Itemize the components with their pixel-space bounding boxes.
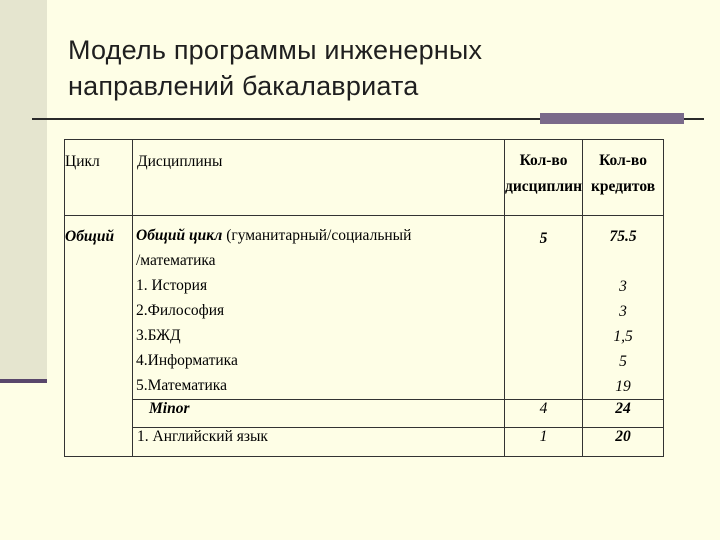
list-item: 2.Философия [136, 302, 225, 319]
table-row-minor [65, 400, 664, 428]
general-title-rest: (гуманитарный/социальный [222, 227, 412, 244]
minor-label: Minor [149, 400, 190, 417]
general-disciplines [133, 216, 504, 398]
slide-title-line1: Модель программы инженерных [68, 35, 483, 65]
header-disciplines-cell [133, 140, 505, 216]
list-item: 4.Информатика [136, 352, 238, 369]
decorative-left-bar [0, 0, 47, 383]
general-credits [583, 216, 663, 399]
general-credits-total: 75.5 [609, 228, 637, 245]
general-disciplines-cell [133, 216, 505, 400]
minor-credits: 24 [615, 400, 631, 417]
list-item: 1. История [136, 277, 208, 294]
general-disc-count: 5 [539, 230, 548, 247]
header-disc-count-line2: дисциплин [505, 178, 583, 195]
header-cycle: Цикл [65, 153, 100, 170]
general-credits-cell [583, 216, 664, 400]
curriculum-table [64, 139, 664, 457]
header-credits [583, 140, 663, 200]
header-credits-line1: Кол-во [599, 152, 647, 169]
general-cycle: Общий [65, 228, 115, 245]
list-item: 5.Математика [136, 377, 227, 394]
credit-value: 19 [615, 378, 631, 395]
title-divider-tail [684, 118, 704, 120]
table-row-english [65, 428, 664, 457]
header-credits-line2: кредитов [590, 178, 656, 195]
english-label-cell [133, 428, 505, 457]
general-disc-count-cell [505, 216, 583, 400]
credit-value: 3 [619, 278, 627, 295]
header-disciplines: Дисциплины [137, 153, 223, 170]
table-row-general [65, 216, 664, 400]
english-credits-cell [583, 428, 664, 457]
english-label: 1. Английский язык [137, 428, 268, 445]
credit-value: 1,5 [613, 328, 633, 345]
minor-label-cell [133, 400, 505, 428]
english-disc-count-cell [505, 428, 583, 457]
header-cycle-cell [65, 140, 133, 216]
title-divider [32, 118, 540, 120]
general-cycle-cell [65, 216, 133, 457]
credit-value: 5 [619, 353, 627, 370]
english-disc-count: 1 [539, 428, 548, 445]
list-item: 3.БЖД [136, 327, 181, 344]
minor-credits-cell [583, 400, 664, 428]
table-header-row [65, 140, 664, 216]
minor-disc-count: 4 [539, 400, 548, 417]
slide-title [68, 32, 482, 104]
slide-title-line2: направлений бакалавриата [68, 71, 419, 101]
decorative-left-line [0, 379, 47, 383]
credit-value: 3 [619, 303, 627, 320]
english-credits: 20 [615, 428, 631, 445]
general-title-bold: Общий цикл [136, 227, 223, 244]
minor-disc-count-cell [505, 400, 583, 428]
header-disc-count-cell [505, 140, 583, 216]
header-disc-count-line1: Кол-во [519, 152, 568, 169]
header-credits-cell [583, 140, 664, 216]
header-disc-count [505, 140, 582, 200]
general-title-cont: /математика [136, 252, 216, 269]
title-divider-accent [540, 113, 684, 124]
